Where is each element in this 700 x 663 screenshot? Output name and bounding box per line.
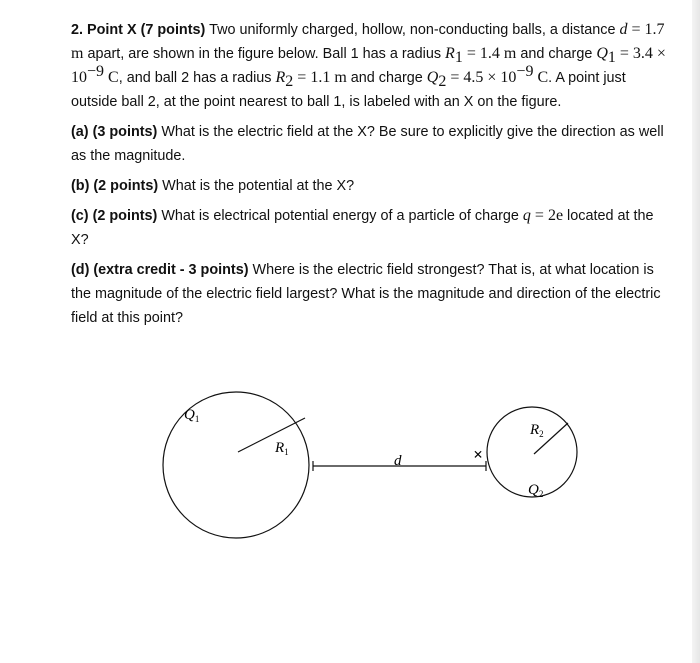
part-c-text-1: What is electrical potential energy of a particle of charge [161, 208, 519, 224]
q1-value: 3.4 × 10 [71, 45, 666, 86]
intro-text-5: and charge [350, 70, 423, 86]
r1-value: 1.4 m [479, 45, 517, 62]
q2-figure-label: $Q_2$ [528, 482, 544, 499]
q2-symbol: Q [426, 69, 439, 86]
intro-text-4: , and ball 2 has a radius [118, 70, 272, 86]
equals-sign: = [619, 45, 629, 62]
problem-title: 2. Point X (7 points) [71, 22, 206, 38]
r1-subscript: 1 [454, 48, 463, 66]
equals-sign: = [450, 69, 460, 86]
q1-exponent: −9 [87, 63, 105, 81]
intro-text-6: . A point just outside ball 2, at the point nearest to ball 1, is labeled with an X on the figure. [71, 70, 626, 110]
d-symbol: d [619, 21, 628, 38]
x-mark: × [473, 445, 483, 464]
q2-unit: C [537, 69, 549, 86]
equals-sign: = [631, 21, 641, 38]
part-d-label: (d) (extra credit - 3 points) [71, 262, 249, 278]
d-figure-label: d [394, 453, 402, 469]
equals-sign: = [534, 207, 544, 224]
part-c-label: (c) (2 points) [71, 208, 158, 224]
part-a-label: (a) (3 points) [71, 124, 158, 140]
part-d-text: Where is the electric field strongest? That is, at what location is the magnitude of the electric field largest? What is the magnitude and direction of the electric field at this point? [71, 262, 661, 326]
r1-symbol: R [445, 45, 455, 62]
r1-figure-label: $R_1$ [275, 440, 289, 457]
intro-text-1: Two uniformly charged, hollow, non-conducting balls, a distance [209, 22, 616, 38]
q1-subscript: 1 [607, 48, 616, 66]
q1-unit: C [108, 69, 119, 86]
q2-value: 4.5 × 10 [463, 69, 517, 86]
part-a-text: What is the electric field at the X? Be sure to explicitly give the direction as well as the magnitude. [71, 124, 664, 164]
q-symbol: q [522, 207, 531, 224]
equals-sign: = [297, 69, 307, 86]
part-b-label: (b) (2 points) [71, 178, 159, 194]
intro-text-2: apart, are shown in the figure below. Ball 1 has a radius [87, 46, 442, 62]
r2-symbol: R [275, 69, 286, 86]
part-c-text-2: located at the X? [71, 208, 654, 248]
q-value: 2e [547, 207, 564, 224]
r2-subscript: 2 [285, 72, 294, 90]
intro-text-3: and charge [520, 46, 593, 62]
figure-strokes [163, 392, 577, 538]
part-b-text: What is the potential at the X? [162, 178, 355, 194]
r1-radius-line [238, 418, 305, 452]
r2-figure-label: $R_2$ [530, 422, 544, 439]
q1-symbol: Q [596, 45, 608, 62]
equals-sign: = [466, 45, 476, 62]
q2-exponent: −9 [516, 63, 534, 81]
q2-subscript: 2 [438, 72, 447, 90]
d-value: 1.7 m [71, 21, 665, 62]
r2-value: 1.1 m [310, 69, 347, 86]
q1-figure-label: $Q_1$ [184, 407, 200, 424]
